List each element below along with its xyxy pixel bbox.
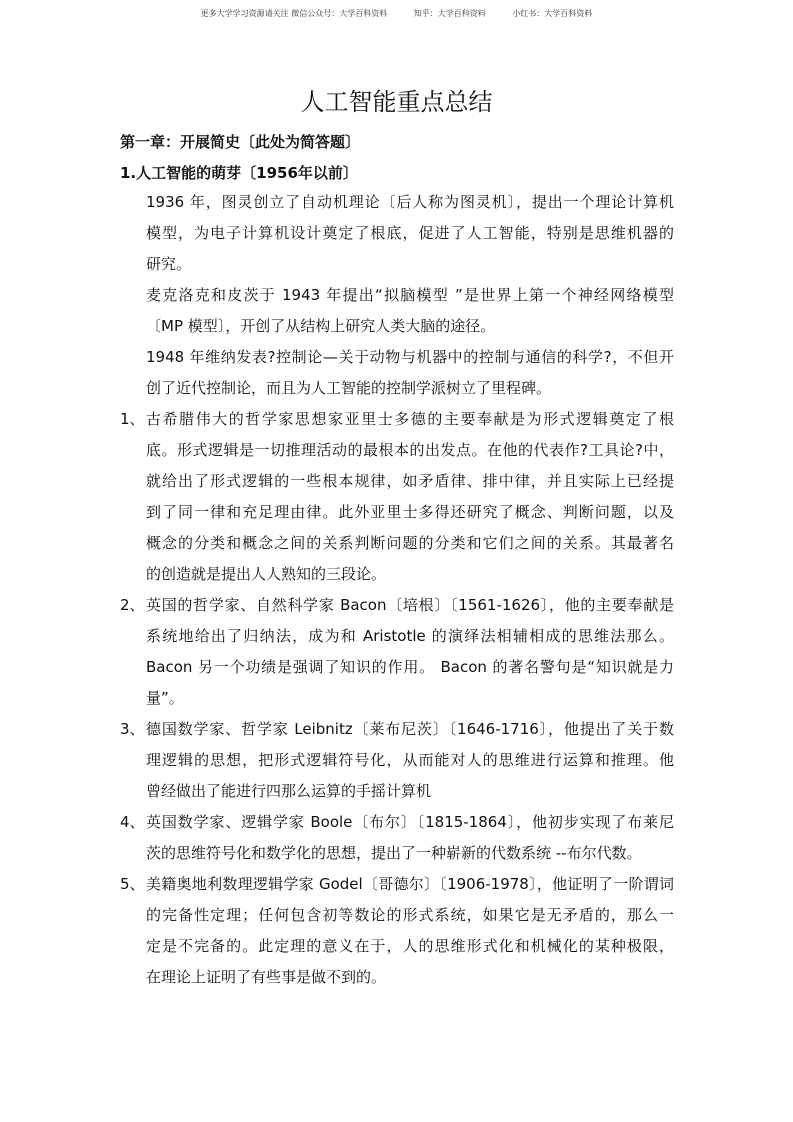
text-line: 〔MP 模型〕，开创了从结构上研究人类大脑的途径。 — [146, 317, 496, 335]
text-line: 在理论上证明了有些事是做不到的。 — [146, 968, 387, 986]
numbered-paragraph — [120, 590, 674, 714]
text-line: 茨的思维符号化和数学化的思想，提出了一种崭新的代数系统 --布尔代数。 — [146, 844, 642, 862]
text-line: 美籍奥地利数理逻辑学家 Godel〔哥德尔〕〔1906-1978〕，他证明了一阶谓词 — [146, 875, 674, 893]
text-line: 概念的分类和概念之间的关系判断问题的分类和它们之间的关系。其最著名 — [146, 534, 674, 552]
text-line: 到了同一律和充足理由律。此外亚里士多得还研究了概念、判断问题，以及 — [146, 503, 674, 521]
list-number: 4、 — [120, 813, 145, 831]
text-line: 曾经做出了能进行四那么运算的手摇计算机 — [146, 782, 432, 800]
chapter-heading: 第一章：开展简史〔此处为简答题〕 — [120, 133, 361, 151]
page-header — [0, 8, 793, 19]
text-line: 创了近代控制论，而且为人工智能的控制学派树立了里程碑。 — [146, 379, 552, 397]
text-line: 1936 年，图灵创立了自动机理论〔后人称为图灵机〕，提出一个理论计算机 — [146, 193, 674, 211]
text-line: 的完备性定理；任何包含初等数论的形式系统，如果它是无矛盾的，那么一 — [146, 906, 674, 924]
document-body — [120, 187, 674, 993]
numbered-paragraph — [120, 807, 674, 869]
text-line: 德国数学家、哲学家 Leibnitz〔莱布尼茨〕〔1646-1716〕，他提出了关于数 — [146, 720, 674, 738]
text-line: 英国数学家、逻辑学家 Boole〔布尔〕〔1815-1864〕，他初步实现了布莱尼 — [146, 813, 674, 831]
text-line: 模型，为电子计算机设计奠定了根底，促进了人工智能，特别是思维机器的 — [146, 224, 674, 242]
header-zhihu: 知乎：大学百科资料 — [413, 9, 486, 18]
list-number: 3、 — [120, 720, 145, 738]
text-line: Bacon 另一个功绩是强调了知识的作用。 Bacon 的著名警句是“知识就是力 — [146, 658, 674, 676]
text-line: 定是不完备的。此定理的意义在于，人的思维形式化和机械化的某种极限， — [146, 937, 674, 955]
text-line: 量”。 — [146, 689, 184, 707]
paragraph — [120, 280, 674, 342]
text-line: 就给出了形式逻辑的一些根本规律，如矛盾律、排中律，并且实际上已经提 — [146, 472, 674, 490]
document-title: 人工智能重点总结 — [300, 88, 493, 116]
text-line: 英国的哲学家、自然科学家 Bacon〔培根〕〔1561-1626〕，他的主要奉献是 — [146, 596, 674, 614]
text-line: 系统地给出了归纳法，成为和 Aristotle 的演绎法相辅相成的思维法那么。 — [146, 627, 674, 645]
text-line: 麦克洛克和皮茨于 1943 年提出“拟脑模型 ”是世界上第一个神经网络模型 — [146, 286, 674, 304]
paragraph — [120, 342, 674, 404]
list-number: 1、 — [120, 410, 145, 428]
text-line: 1948 年维纳发表?控制论—关于动物与机器中的控制与通信的科学?，不但开 — [146, 348, 674, 366]
header-xiaohongshu: 小红书：大学百科资料 — [512, 9, 593, 18]
list-number: 5、 — [120, 875, 145, 893]
paragraph — [120, 187, 674, 280]
section-heading: 1.人工智能的萌芽〔1956年以前〕 — [120, 164, 358, 182]
header-wechat: 更多大学学习资源请关注 微信公众号：大学百科资料 — [200, 9, 388, 18]
text-line: 理逻辑的思想，把形式逻辑符号化，从而能对人的思维进行运算和推理。他 — [146, 751, 674, 769]
text-line: 底。形式逻辑是一切推理活动的最根本的出发点。在他的代表作?工具论?中， — [146, 441, 674, 459]
numbered-paragraph — [120, 404, 674, 590]
text-line: 的创造就是提出人人熟知的三段论。 — [146, 565, 387, 583]
list-number: 2、 — [120, 596, 145, 614]
text-line: 研究。 — [146, 255, 192, 273]
numbered-paragraph — [120, 714, 674, 807]
text-line: 古希腊伟大的哲学家思想家亚里士多德的主要奉献是为形式逻辑奠定了根 — [146, 410, 674, 428]
numbered-paragraph — [120, 869, 674, 993]
